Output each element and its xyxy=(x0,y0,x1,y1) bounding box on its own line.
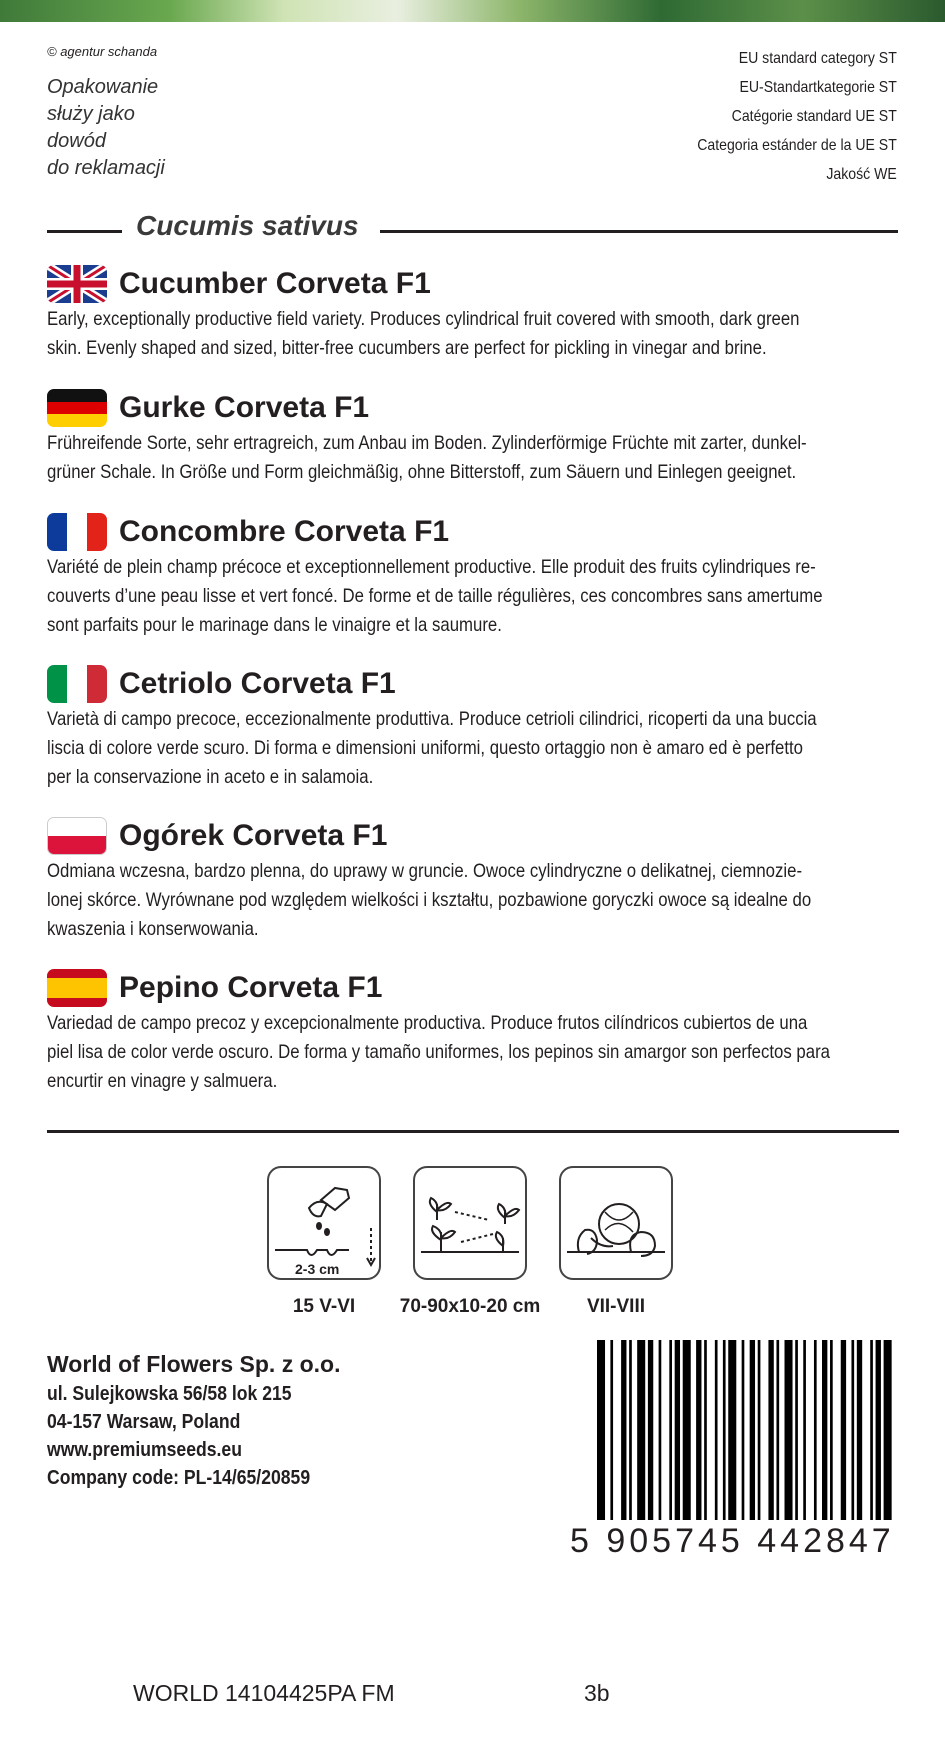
copyright-note: © agentur schanda xyxy=(47,44,158,59)
barcode-bar xyxy=(750,1340,755,1520)
company-address-street: ul. Sulejkowska 56/58 lok 215 xyxy=(47,1383,292,1405)
section-description xyxy=(47,553,823,640)
barcode-bar xyxy=(610,1340,613,1520)
harvest-icon xyxy=(559,1166,673,1280)
section-title: Pepino Corveta F1 xyxy=(119,971,383,1004)
barcode-bar xyxy=(830,1340,833,1520)
company-name: World of Flowers Sp. z o.o. xyxy=(47,1351,341,1377)
description-line: Variedad de campo precoz y excepcionalmente productiva. Produce frutos cilíndricos cubiertos de una xyxy=(47,1012,808,1034)
barcode-bar xyxy=(776,1340,779,1520)
description-line: lonej skórce. Wyrównane pod względem wielkości i kształtu, pozbawione goryczki owoce są idealne do xyxy=(47,889,812,911)
complaint-note xyxy=(47,74,165,182)
barcode-bar xyxy=(696,1340,701,1520)
description-line: Variété de plein champ précoce et exceptionnellement productive. Elle produit des fruits cylindriques re- xyxy=(47,556,816,578)
complaint-line: Opakowanie xyxy=(47,76,159,98)
poland-flag-icon xyxy=(47,817,107,855)
divider xyxy=(380,230,898,233)
section-title: Gurke Corveta F1 xyxy=(119,391,370,424)
divider xyxy=(47,230,122,233)
language-section-fr xyxy=(47,512,899,640)
print-variant: 3b xyxy=(584,1680,610,1706)
section-title: Cucumber Corveta F1 xyxy=(119,267,431,300)
description-line: grüner Schale. In Größe und Form gleichmäßig, ohne Bitterstoff, zum Säuern und Einlegen geeignet. xyxy=(47,461,797,483)
barcode-bar xyxy=(597,1340,605,1520)
barcode-bar xyxy=(768,1340,773,1520)
language-section-it xyxy=(47,664,899,792)
complaint-line: do reklamacji xyxy=(47,157,165,179)
barcode-bar xyxy=(803,1340,806,1520)
eu-category-line: EU standard category ST xyxy=(738,50,897,67)
section-description xyxy=(47,857,812,944)
language-section-de xyxy=(47,388,899,487)
barcode-bar xyxy=(822,1340,827,1520)
description-line: encurtir en vinagre y salmuera. xyxy=(47,1070,278,1092)
language-section-en xyxy=(47,264,899,363)
barcode-bar xyxy=(870,1340,873,1520)
language-section-es xyxy=(47,968,899,1096)
barcode-bar xyxy=(728,1340,736,1520)
description-line: Varietà di campo precoce, eccezionalmente produttiva. Produce cetrioli cilindrici, ricoperti da una buccia xyxy=(47,708,817,730)
description-line: Odmiana wczesna, bardzo plenna, do uprawy w gruncie. Owoce cylindryczne o delikatnej, ciemnozie- xyxy=(47,860,803,882)
uk-flag-icon xyxy=(47,265,107,303)
barcode-bar xyxy=(621,1340,626,1520)
sowing-depth-icon xyxy=(267,1166,381,1280)
barcode-bar xyxy=(704,1340,707,1520)
barcode-bar xyxy=(637,1340,645,1520)
eu-category-block xyxy=(697,44,897,189)
barcode-bar xyxy=(669,1340,672,1520)
company-info xyxy=(47,1348,346,1492)
barcode-bar xyxy=(814,1340,817,1520)
barcode-bar xyxy=(683,1340,691,1520)
barcode-bar xyxy=(841,1340,846,1520)
section-title: Ogórek Corveta F1 xyxy=(119,819,388,852)
divider xyxy=(47,1130,899,1133)
barcode xyxy=(597,1340,897,1540)
description-line: per la conservazione in aceto e in salamoia. xyxy=(47,766,374,788)
france-flag-icon xyxy=(47,513,107,551)
complaint-line: służy jako xyxy=(47,103,135,125)
plant-spacing-icon xyxy=(413,1166,527,1280)
sowing-time-label: 15 V-VI xyxy=(292,1296,356,1317)
latin-name: Cucumis sativus xyxy=(136,210,359,241)
barcode-bar xyxy=(785,1340,793,1520)
company-address-city: 04-157 Warsaw, Poland xyxy=(47,1411,241,1433)
print-code: WORLD 14104425PA FM xyxy=(133,1680,395,1706)
description-line: sont parfaits pour le marinage dans le vinaigre et la saumure. xyxy=(47,614,502,636)
barcode-bar xyxy=(659,1340,662,1520)
barcode-bar xyxy=(648,1340,653,1520)
description-line: Frühreifende Sorte, sehr ertragreich, zum Anbau im Boden. Zylinderförmige Früchte mit zarter, dunkel- xyxy=(47,432,807,454)
top-photo-band xyxy=(0,0,945,22)
barcode-bar xyxy=(715,1340,718,1520)
section-title: Cetriolo Corveta F1 xyxy=(119,667,396,700)
eu-category-line: Jakość WE xyxy=(826,166,897,183)
description-line: piel lisa de color verde oscuro. De forma y tamaño uniformes, los pepinos sin amargor son perfectos para xyxy=(47,1041,830,1063)
barcode-bar xyxy=(629,1340,632,1520)
eu-category-line: Categoria estánder de la UE ST xyxy=(697,137,897,154)
eu-category-line: EU-Standartkategorie ST xyxy=(739,79,897,96)
language-section-pl xyxy=(47,816,899,944)
barcode-bar xyxy=(723,1340,726,1520)
spacing-label: 70-90x10-20 cm xyxy=(399,1296,541,1317)
description-line: Early, exceptionally productive field variety. Produces cylindrical fruit covered with smooth, dark green xyxy=(47,308,800,330)
italy-flag-icon xyxy=(47,665,107,703)
germany-flag-icon xyxy=(47,389,107,427)
description-line: skin. Evenly shaped and sized, bitter-free cucumbers are perfect for pickling in vinegar and brine. xyxy=(47,337,767,359)
barcode-number: 5 905745 442847 xyxy=(570,1522,895,1560)
harvest-time-label: VII-VIII xyxy=(586,1296,646,1317)
description-line: kwaszenia i konserwowania. xyxy=(47,918,259,940)
section-description xyxy=(47,305,800,363)
barcode-bar xyxy=(795,1340,798,1520)
section-description xyxy=(47,1009,830,1096)
barcode-bar xyxy=(758,1340,761,1520)
complaint-line: dowód xyxy=(47,130,106,152)
barcode-bar xyxy=(675,1340,680,1520)
section-description xyxy=(47,705,817,792)
section-description xyxy=(47,429,807,487)
barcode-bar xyxy=(876,1340,881,1520)
company-code: Company code: PL-14/65/20859 xyxy=(47,1467,311,1489)
sowing-depth-label: 2-3 cm xyxy=(295,1261,340,1277)
spain-flag-icon xyxy=(47,969,107,1007)
description-line: couverts d’une peau lisse et vert foncé. De forme et de taille régulières, ces concombres sans amertume xyxy=(47,585,823,607)
description-line: liscia di colore verde scuro. Di forma e dimensioni uniformi, questo ortaggio non è amaro ed è perfetto xyxy=(47,737,803,759)
section-title: Concombre Corveta F1 xyxy=(119,515,450,548)
eu-category-line: Catégorie standard UE ST xyxy=(731,108,897,125)
barcode-bar xyxy=(857,1340,862,1520)
barcode-bar xyxy=(851,1340,854,1520)
barcode-bar xyxy=(742,1340,745,1520)
company-website: www.premiumseeds.eu xyxy=(47,1439,242,1461)
barcode-bar xyxy=(884,1340,892,1520)
